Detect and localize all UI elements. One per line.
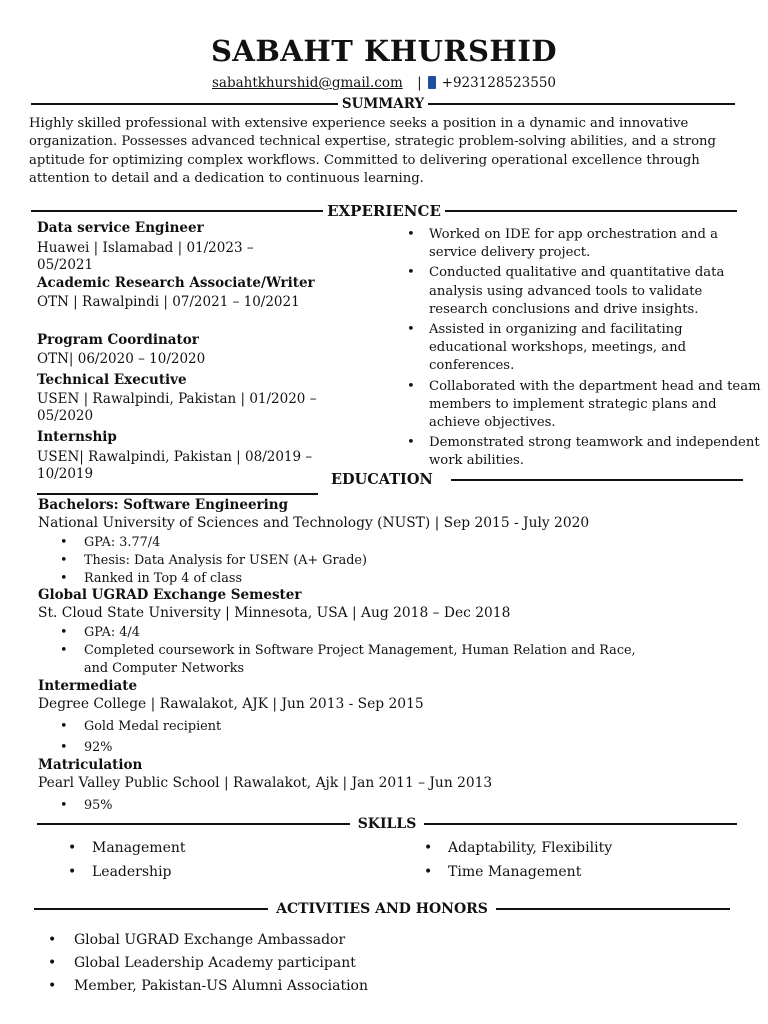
activities-heading	[34, 901, 730, 917]
resume-name: SABAHT KHURSHID	[210, 34, 558, 68]
list-item: • GPA: 4/4	[38, 624, 658, 642]
list-item: • Collaborated with the department head and team members to implement strategic plans and achieve objectives.	[401, 378, 763, 433]
phone-number: +923128523550	[441, 75, 557, 91]
section-title: ACTIVITIES AND HONORS	[276, 901, 488, 917]
section-divider	[31, 210, 323, 212]
list-item: • GPA: 3.77/4	[38, 534, 678, 552]
list-item: • Management	[68, 836, 368, 860]
job-title: Technical Executive	[37, 372, 187, 388]
list-item: • Global UGRAD Exchange Ambassador	[48, 929, 548, 952]
skills-right	[424, 836, 724, 884]
section-divider	[496, 908, 730, 910]
job-meta: USEN| Rawalpindi, Pakistan | 08/2019 – 10/2019	[37, 449, 313, 482]
education-details	[38, 718, 638, 757]
education-heading: EDUCATION	[331, 471, 433, 488]
section-divider	[451, 479, 743, 481]
job-meta: OTN | Rawalpindi | 07/2021 – 10/2021	[37, 294, 300, 310]
section-divider	[37, 823, 350, 825]
list-item: • Demonstrated strong teamwork and independent work abilities.	[401, 434, 763, 470]
skills-heading	[37, 816, 737, 832]
degree-title: Matriculation	[38, 757, 143, 773]
section-title: SKILLS	[357, 816, 417, 832]
list-item: • Thesis: Data Analysis for USEN (A+ Grade)	[38, 552, 678, 570]
experience-heading	[31, 202, 737, 220]
institution: St. Cloud State University | Minnesota, USA | Aug 2018 – Dec 2018	[38, 605, 511, 621]
job-title: Program Coordinator	[37, 332, 199, 348]
education-details	[38, 624, 658, 678]
degree-title: Intermediate	[38, 678, 138, 694]
section-divider	[424, 823, 737, 825]
email-link[interactable]: sabahtkhurshid@gmail.com	[211, 75, 403, 91]
degree-title: Bachelors: Software Engineering	[38, 497, 289, 513]
section-divider	[34, 908, 268, 910]
section-title: SUMMARY	[341, 96, 425, 112]
list-item: • Adaptability, Flexibility	[424, 836, 724, 860]
list-item: • 92%	[38, 739, 638, 757]
job-title: Data service Engineer	[37, 220, 204, 236]
job-meta: Huawei | Islamabad | 01/2023 – 05/2021	[37, 240, 254, 273]
experience-bullets	[401, 226, 763, 473]
list-item: • Worked on IDE for app orchestration and a service delivery project.	[401, 226, 763, 262]
section-divider	[428, 103, 735, 105]
list-item: • Assisted in organizing and facilitating educational workshops, meetings, and conferences.	[401, 321, 763, 376]
institution: National University of Sciences and Technology (NUST) | Sep 2015 - July 2020	[38, 515, 590, 531]
summary-heading	[31, 96, 735, 112]
list-item: • 95%	[38, 797, 638, 815]
list-item: • Global Leadership Academy participant	[48, 952, 548, 975]
list-item: • Conducted qualitative and quantitative data analysis using advanced tools to validate research conclusions and drive insights.	[401, 264, 763, 319]
list-item: • Gold Medal recipient	[38, 718, 638, 736]
list-item: • Leadership	[68, 860, 368, 884]
institution: Degree College | Rawalakot, AJK | Jun 2013 - Sep 2015	[38, 696, 424, 712]
section-title: EXPERIENCE	[327, 202, 441, 220]
summary-text: Highly skilled professional with extensive experience seeks a position in a dynamic and innovative organization. Possesses advanced technical expertise, strategic problem-solving abilities, and a strong aptitude for optimizing complex workflows. Committed to delivering operational excellence through attention to detail and a dedication to continuous learning.	[29, 116, 716, 186]
job-title: Internship	[37, 429, 117, 445]
section-divider	[37, 493, 318, 495]
job-meta: OTN| 06/2020 – 10/2020	[37, 351, 206, 367]
section-divider	[31, 103, 338, 105]
activities-list	[48, 929, 548, 998]
education-details	[38, 534, 678, 588]
list-item: • Ranked in Top 4 of class	[38, 570, 678, 588]
list-item: • Member, Pakistan-US Alumni Association	[48, 975, 548, 998]
contact-separator: |	[417, 75, 422, 91]
institution: Pearl Valley Public School | Rawalakot, Ajk | Jan 2011 – Jun 2013	[38, 775, 493, 791]
list-item: • Time Management	[424, 860, 724, 884]
contact-line	[0, 75, 768, 91]
job-title: Academic Research Associate/Writer	[37, 275, 315, 291]
skills-left	[68, 836, 368, 884]
list-item: • Completed coursework in Software Project Management, Human Relation and Race, and Computer Networks	[38, 642, 658, 678]
section-divider	[445, 210, 737, 212]
phone-icon	[428, 76, 436, 89]
education-details	[38, 797, 638, 815]
job-meta: USEN | Rawalpindi, Pakistan | 01/2020 – 05/2020	[37, 391, 317, 424]
degree-title: Global UGRAD Exchange Semester	[38, 587, 302, 603]
